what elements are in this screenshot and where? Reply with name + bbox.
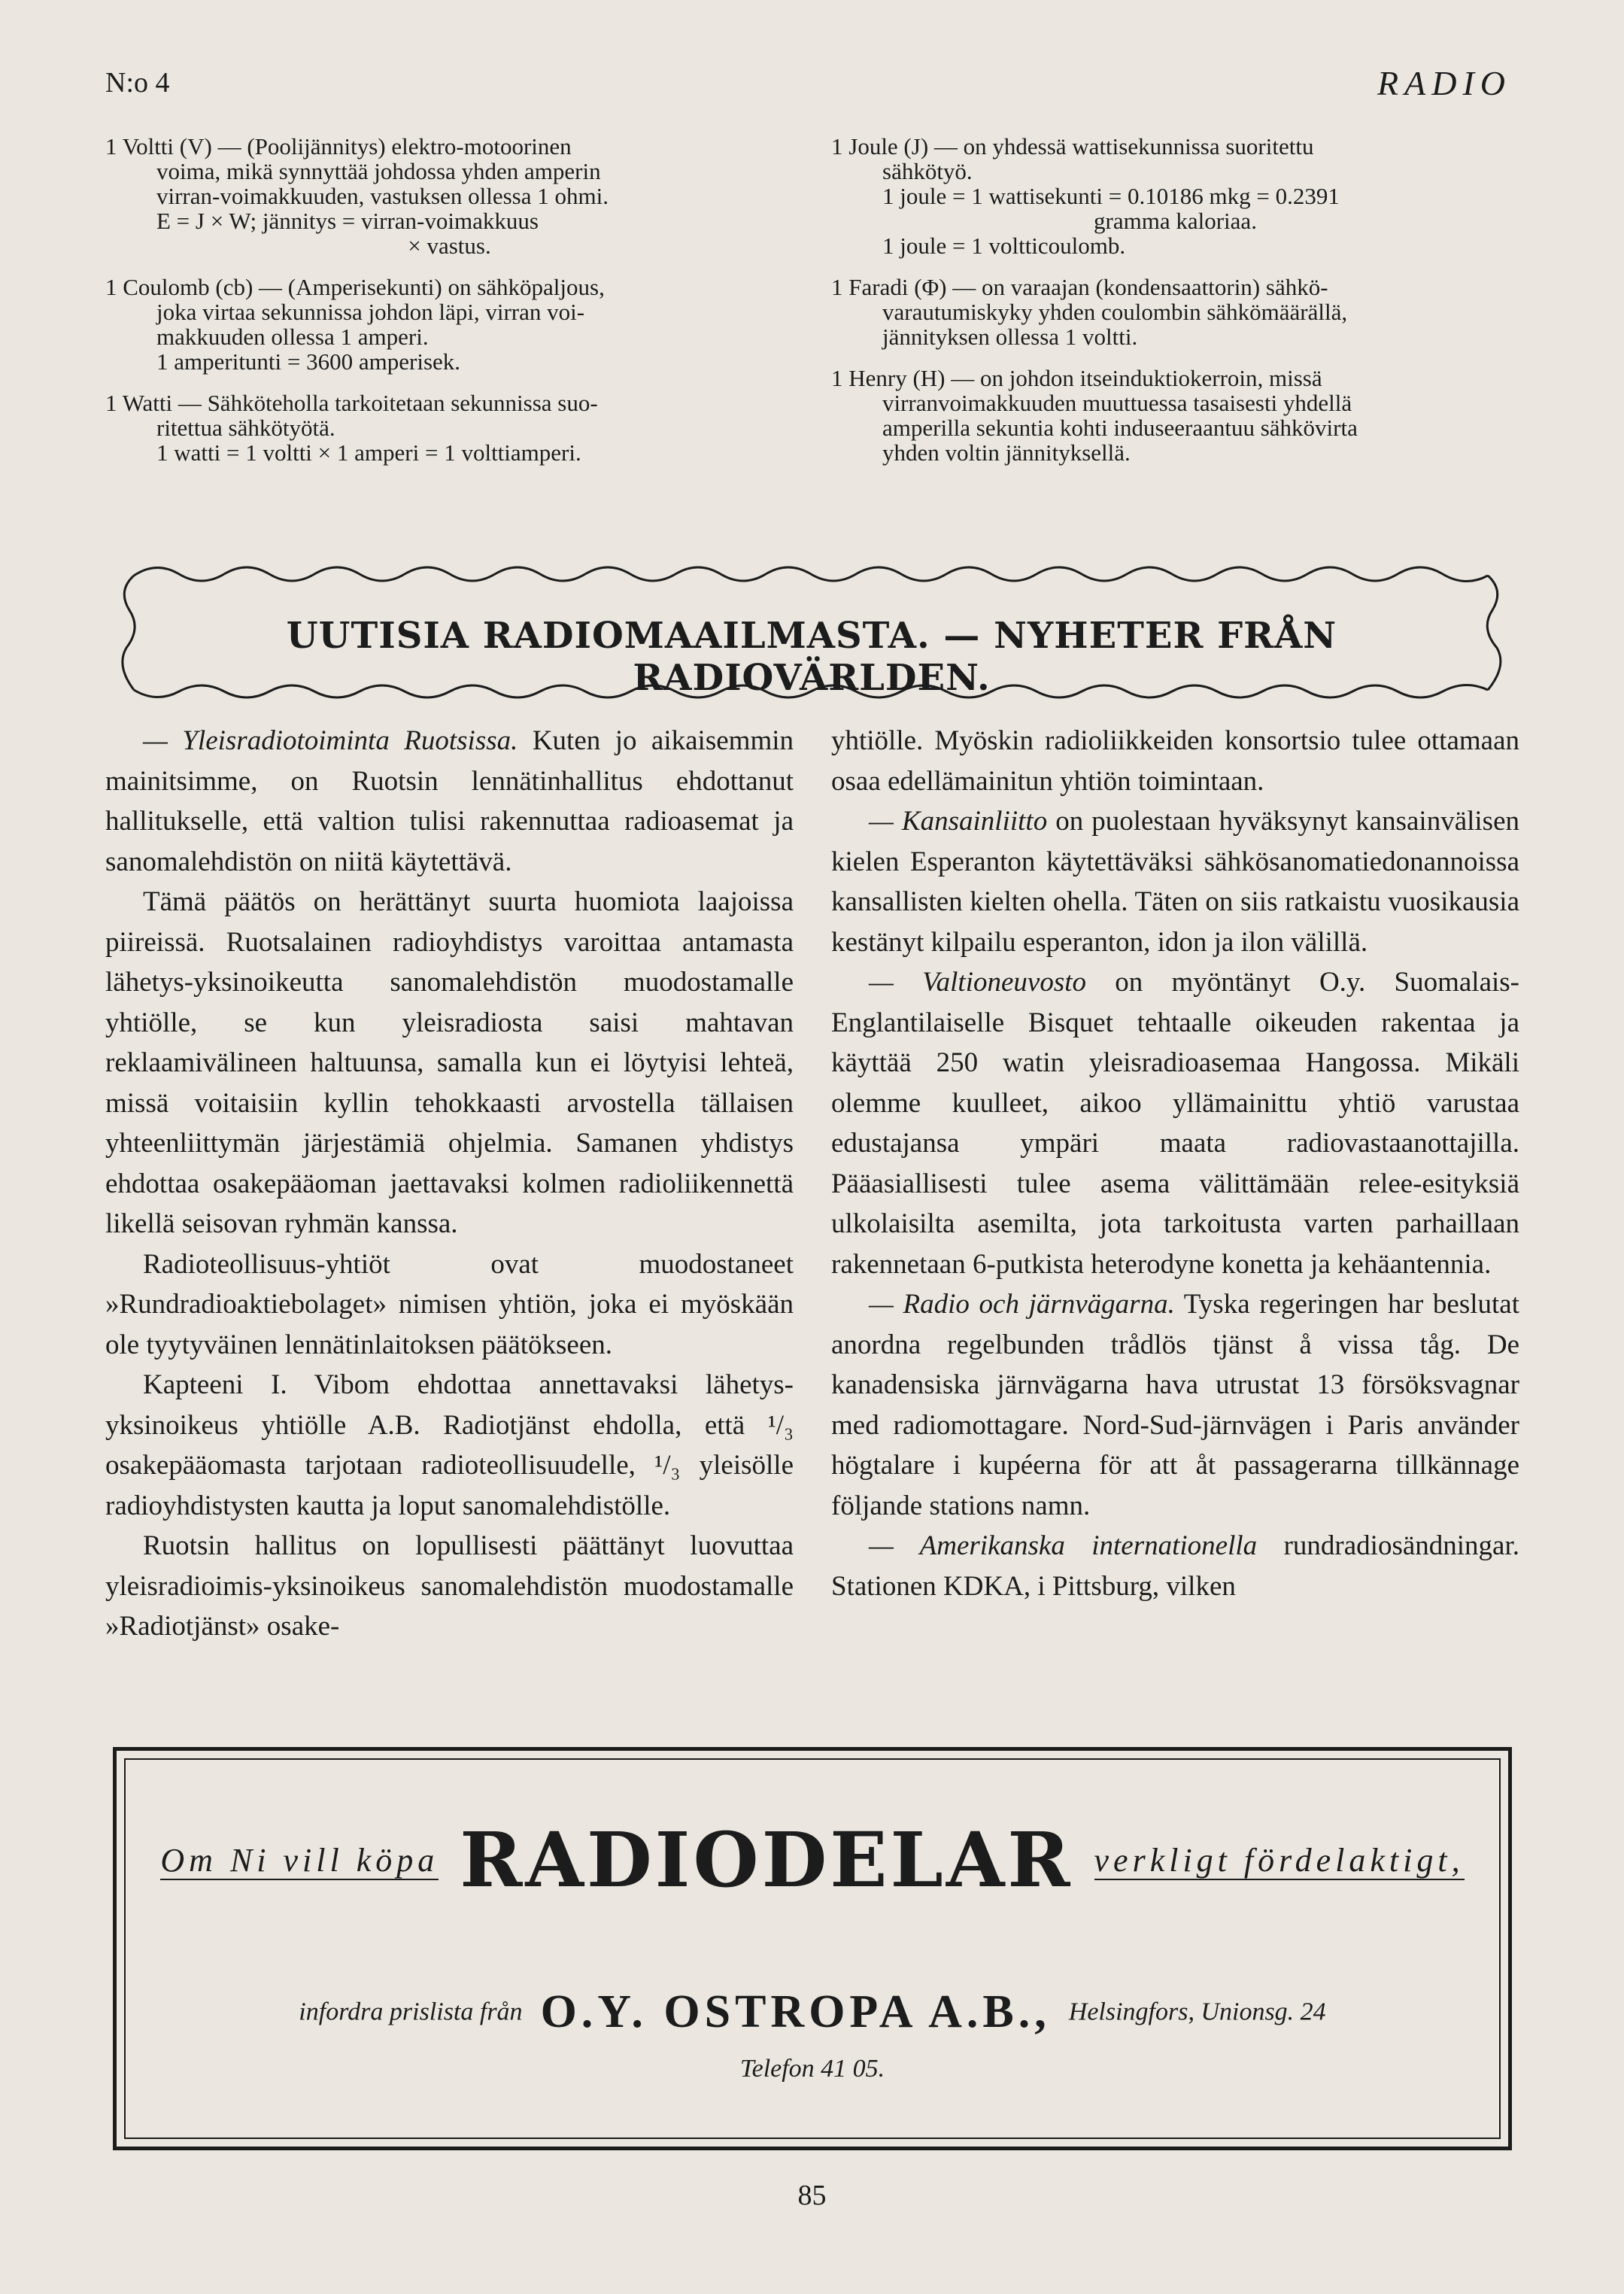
news-paragraph: — Valtioneuvosto on myöntänyt O.y. Suomalais-Englantilaiselle Bisquet tehtaalle oikeuden rakentaa ja käyttää 250 watin yleisradioasemaa Hangossa. Mikäli olemme kuulleet, aikoo yllämainittu yhtiö varustaa edustajansa ympäri maata radiovastaanottajilla. Pääasiallisesti tulee asema välittämään relee-esityksiä ulkolaisilta asemilta, jota tarkoitusta varten parhaillaan rakennetaan 6-putkista heterodyne konetta ja kehäantennia. [831, 967, 1519, 1280]
news-paragraph: Ruotsin hallitus on lopullisesti päättänyt luovuttaa yleisradioimis-yksinoikeus sanomalehdistön muodostamalle »Radiotjänst» osake- [105, 1530, 794, 1642]
news-paragraph: Tämä päätös on herättänyt suurta huomiota laajoissa piireissä. Ruotsalainen radioyhdistys varoittaa antamasta lähetys-yksinoikeutta sanomalehdistön muodostamalle yhtiölle, se kun yleisradiosta saisi mahtavan reklaamivälineen haltuunsa, samalla kun ei löytyisi lehteä, missä voitaisiin kyllin tehokkaasti arvostella tällaisen yhteenliittymän järjestämiä ohjelmia. Samanen yhdistys ehdottaa osakepääoman jaettavaksi kolmen radioliikennettä likellä seisovan ryhmän kanssa. [105, 886, 794, 1239]
ad-product: RADIODELAR [460, 1815, 1073, 1904]
unit-watt: 1 Watti — Sähköteholla tarkoitetaan sekunnissa suo- ritettua sähkötyötä. 1 watti = 1 voltti × 1 amperi = 1 volttiamperi. [105, 390, 598, 466]
news-column-right [831, 721, 1519, 1606]
news-paragraph: — Yleisradiotoiminta Ruotsissa. Kuten jo aikaisemmin mainitsimme, on Ruotsin lennätinhallitus ehdottanut hallitukselle, että valtion tulisi rakennuttaa radioasemat ja sanomalehdistön on niitä käytettävä. [105, 725, 794, 877]
unit-farad: 1 Faradi (Φ) — on varaajan (kondensaattorin) sähkö- varautumiskyky yhden coulombin sähkömäärällä, jännityksen ollessa 1 voltti. [831, 274, 1348, 350]
page-number: 85 [797, 2180, 827, 2211]
news-paragraph: — Kansainliitto on puolestaan hyväksynyt kansainvälisen kielen Esperanton käytettäväksi sähkösanomatiedonannoissa kansallisten kielten ohella. Täten on siis ratkaistu vuosikausia kestänyt kilpailu esperanton, idon ja ilon välillä. [831, 806, 1520, 958]
unit-joule: 1 Joule (J) — on yhdessä wattisekunnissa suoritettu sähkötyö. 1 joule = 1 wattisekunti = 0.10186 mkg = 0.2391 gramma kaloriaa. 1 joule = 1 voltticoulomb. [831, 133, 1340, 259]
unit-coulomb: 1 Coulomb (cb) — (Amperisekunti) on sähköpaljous, joka virtaa sekunnissa johdon läpi, virran voi- makkuuden ollessa 1 amperi. 1 amperitunti = 3600 amperisek. [105, 274, 605, 375]
news-paragraph: Kapteeni I. Vibom ehdottaa annettavaksi lähetys-yksinoikeus yhtiölle A.B. Radiotjänst ehdolla, että ¹/₃ osakepääomasta tarjotaan radioteollisuudelle, ¹/₃ yleisölle radioyhdistysten kautta ja loput sanomalehdistölle. [105, 1369, 794, 1521]
unit-henry: 1 Henry (H) — on johdon itseinduktiokerroin, missä virranvoimakkuuden muuttuessa tasaisesti yhdellä amperilla sekuntia kohti induseeraantuu sähkövirta yhden voltin jännityksellä. [831, 365, 1358, 466]
ad-headline: Om Ni vill köpa RADIODELAR verkligt fördelaktigt, [160, 1815, 1465, 1904]
ad-phone: Telefon 41 05. [739, 2055, 885, 2083]
news-paragraph: — Amerikanska internationella rundradiosändningar. Stationen KDKA, i Pittsburg, vilken [831, 1530, 1519, 1602]
news-paragraph: Radioteollisuus-yhtiöt ovat muodostaneet »Rundradioaktiebolaget» nimisen yhtiön, joka ei myöskään ole tyytyväinen lennätinlaitoksen päätökseen. [105, 1248, 794, 1360]
banner-title: UUTISIA RADIOMAAILMASTA. — NYHETER FRÅN RADIOVÄRLDEN. [286, 615, 1337, 699]
news-column-left [105, 721, 794, 1647]
ad-company-line: infordra prislista från O.Y. OSTROPA A.B., Helsingfors, Unionsg. 24 [299, 1986, 1326, 2037]
units-right [831, 134, 1519, 482]
advertisement-inner-frame [124, 1758, 1501, 2139]
units-left [105, 134, 794, 482]
advertisement [113, 1747, 1512, 2150]
magazine-title: RADIO [1377, 64, 1511, 102]
unit-volt: 1 Voltti (V) — (Poolijännitys) elektro-motoorinen voima, mikä synnyttää johdossa yhden amperin virran-voimakkuuden, vastuksen ollessa 1 ohmi. E = J × W; jännitys = virran-voimakkuus × vastus. [105, 133, 609, 259]
news-paragraph: — Radio och järnvägarna. Tyska regeringen har beslutat anordna regelbunden trådlös tjänst å vissa tåg. De kanadensiska järnvägarna hava utrustat 13 försöksvagnar med radiomottagare. Nord-Sud-järnvägen i Paris använder högtalare i kupéerna för att åt passagerarna tillkännage följande stations namn. [831, 1289, 1520, 1521]
news-paragraph: yhtiölle. Myöskin radioliikkeiden konsortsio tulee ottamaan osaa edellämainitun yhtiön toimintaan. [831, 725, 1519, 797]
issue-number: N:o 4 [105, 67, 170, 99]
ad-company-name: O.Y. OSTROPA A.B., [540, 1986, 1051, 2037]
news-banner [111, 553, 1512, 711]
